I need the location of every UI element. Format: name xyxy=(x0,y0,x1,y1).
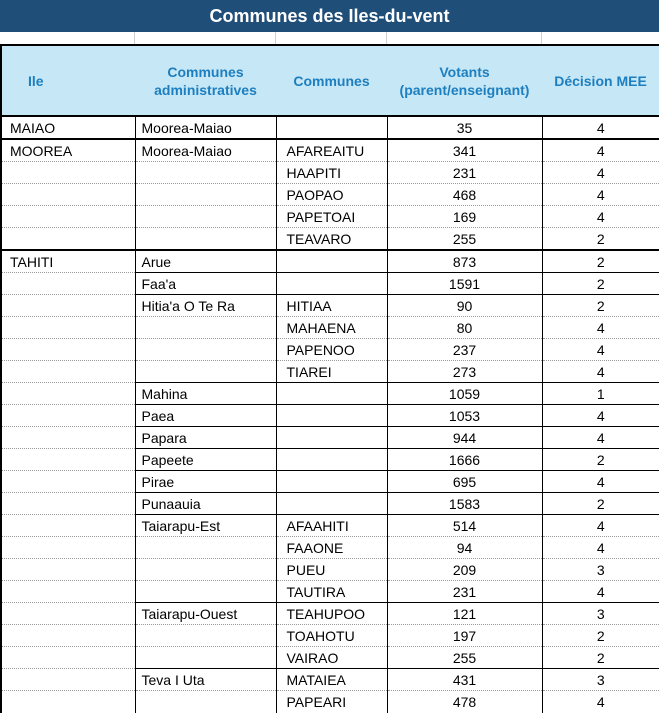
cell-votants: 431 xyxy=(387,669,542,691)
table-row xyxy=(1,625,659,647)
cell-votants: 169 xyxy=(387,206,542,228)
cell-commune-administrative xyxy=(135,691,276,713)
cell-commune-administrative: Papara xyxy=(135,427,276,449)
table-row xyxy=(1,603,659,625)
cell-commune xyxy=(276,116,387,139)
cell-ile xyxy=(1,162,135,184)
cell-ile xyxy=(1,669,135,691)
table-row xyxy=(1,449,659,471)
cell-decision: 4 xyxy=(542,427,659,449)
cell-ile xyxy=(1,427,135,449)
table-row xyxy=(1,471,659,493)
cell-decision: 2 xyxy=(542,493,659,515)
cell-ile: TAHITI xyxy=(1,250,135,273)
cell-commune-administrative: Pirae xyxy=(135,471,276,493)
cell-decision: 2 xyxy=(542,250,659,273)
cell-ile xyxy=(1,581,135,603)
table-row xyxy=(1,162,659,184)
cell-commune-administrative: Mahina xyxy=(135,383,276,405)
cell-ile xyxy=(1,317,135,339)
header-votants-line2: (parent/enseignant) xyxy=(399,81,530,98)
table-row xyxy=(1,250,659,273)
cell-commune-administrative xyxy=(135,206,276,228)
cell-commune xyxy=(276,383,387,405)
cell-decision: 3 xyxy=(542,603,659,625)
table-row xyxy=(1,427,659,449)
table-row xyxy=(1,184,659,206)
cell-commune: MATAIEA xyxy=(276,669,387,691)
cell-commune-administrative xyxy=(135,228,276,251)
header-decision: Décision MEE xyxy=(542,45,659,116)
cell-ile xyxy=(1,647,135,669)
table-body xyxy=(1,116,659,713)
cell-votants: 90 xyxy=(387,295,542,317)
cell-votants: 514 xyxy=(387,515,542,537)
cell-votants: 273 xyxy=(387,361,542,383)
cell-commune: AFAREAITU xyxy=(276,139,387,162)
cell-votants: 197 xyxy=(387,625,542,647)
cell-commune: PAPETOAI xyxy=(276,206,387,228)
cell-ile xyxy=(1,339,135,361)
spacer-cell xyxy=(386,32,542,44)
cell-ile xyxy=(1,515,135,537)
cell-decision: 4 xyxy=(542,361,659,383)
table-row xyxy=(1,493,659,515)
table-row xyxy=(1,581,659,603)
header-communes: Communes xyxy=(276,45,387,116)
cell-ile xyxy=(1,206,135,228)
cell-commune xyxy=(276,427,387,449)
cell-commune: VAIRAO xyxy=(276,647,387,669)
cell-decision: 2 xyxy=(542,295,659,317)
cell-votants: 255 xyxy=(387,228,542,251)
cell-commune: AFAAHITI xyxy=(276,515,387,537)
cell-commune: PAPEARI xyxy=(276,691,387,713)
cell-votants: 1666 xyxy=(387,449,542,471)
cell-votants: 873 xyxy=(387,250,542,273)
cell-commune: PAPENOO xyxy=(276,339,387,361)
cell-commune: FAAONE xyxy=(276,537,387,559)
cell-commune: MAHAENA xyxy=(276,317,387,339)
cell-commune: HAAPITI xyxy=(276,162,387,184)
cell-ile xyxy=(1,625,135,647)
cell-decision: 4 xyxy=(542,162,659,184)
cell-commune-administrative: Faa'a xyxy=(135,273,276,295)
cell-ile xyxy=(1,493,135,515)
cell-commune: TOAHOTU xyxy=(276,625,387,647)
cell-votants: 231 xyxy=(387,162,542,184)
cell-ile xyxy=(1,228,135,251)
cell-commune-administrative: Papeete xyxy=(135,449,276,471)
cell-commune-administrative xyxy=(135,647,276,669)
cell-commune xyxy=(276,471,387,493)
cell-votants: 1591 xyxy=(387,273,542,295)
header-votants-line1: Votants xyxy=(439,63,490,80)
cell-commune-administrative: Teva I Uta xyxy=(135,669,276,691)
cell-commune-administrative: Taiarapu-Ouest xyxy=(135,603,276,625)
cell-votants: 1053 xyxy=(387,405,542,427)
cell-commune xyxy=(276,493,387,515)
table-row xyxy=(1,317,659,339)
table-row xyxy=(1,116,659,139)
header-row xyxy=(1,45,659,116)
cell-commune-administrative: Taiarapu-Est xyxy=(135,515,276,537)
cell-decision: 4 xyxy=(542,317,659,339)
table-row xyxy=(1,295,659,317)
cell-decision: 4 xyxy=(542,581,659,603)
table-row xyxy=(1,139,659,162)
cell-ile xyxy=(1,559,135,581)
cell-ile xyxy=(1,537,135,559)
cell-commune-administrative: Punaauia xyxy=(135,493,276,515)
cell-commune-administrative xyxy=(135,361,276,383)
cell-ile xyxy=(1,295,135,317)
cell-commune xyxy=(276,405,387,427)
cell-ile xyxy=(1,471,135,493)
table-row xyxy=(1,537,659,559)
cell-ile xyxy=(1,603,135,625)
cell-commune xyxy=(276,250,387,273)
cell-decision: 3 xyxy=(542,669,659,691)
cell-decision: 4 xyxy=(542,184,659,206)
cell-commune-administrative: Hitia'a O Te Ra xyxy=(135,295,276,317)
cell-votants: 35 xyxy=(387,116,542,139)
cell-votants: 80 xyxy=(387,317,542,339)
cell-decision: 2 xyxy=(542,228,659,251)
cell-votants: 237 xyxy=(387,339,542,361)
cell-votants: 1583 xyxy=(387,493,542,515)
spacer-cell xyxy=(0,32,135,44)
table-row xyxy=(1,515,659,537)
cell-votants: 478 xyxy=(387,691,542,713)
header-ile: Ile xyxy=(1,45,135,116)
header-communes-administratives xyxy=(135,45,276,116)
cell-ile xyxy=(1,383,135,405)
cell-commune: TAUTIRA xyxy=(276,581,387,603)
cell-decision: 4 xyxy=(542,139,659,162)
cell-commune-administrative xyxy=(135,537,276,559)
cell-commune: PUEU xyxy=(276,559,387,581)
cell-votants: 1059 xyxy=(387,383,542,405)
cell-ile xyxy=(1,361,135,383)
table-row xyxy=(1,405,659,427)
cell-votants: 468 xyxy=(387,184,542,206)
table-row xyxy=(1,273,659,295)
cell-decision: 4 xyxy=(542,405,659,427)
cell-commune xyxy=(276,449,387,471)
cell-commune: TEAVARO xyxy=(276,228,387,251)
cell-decision: 2 xyxy=(542,449,659,471)
cell-decision: 4 xyxy=(542,206,659,228)
cell-votants: 695 xyxy=(387,471,542,493)
table-title: Communes des Iles-du-vent xyxy=(0,0,659,32)
header-votants xyxy=(387,45,542,116)
cell-votants: 121 xyxy=(387,603,542,625)
cell-votants: 209 xyxy=(387,559,542,581)
cell-commune-administrative xyxy=(135,559,276,581)
header-admin-line2: administratives xyxy=(154,81,257,98)
cell-votants: 94 xyxy=(387,537,542,559)
header-admin-line1: Communes xyxy=(167,63,244,80)
table-row xyxy=(1,339,659,361)
cell-decision: 4 xyxy=(542,471,659,493)
communes-table xyxy=(0,44,659,713)
cell-ile xyxy=(1,405,135,427)
cell-ile: MAIAO xyxy=(1,116,135,139)
table-row xyxy=(1,228,659,251)
cell-commune: PAOPAO xyxy=(276,184,387,206)
cell-decision: 4 xyxy=(542,339,659,361)
cell-commune xyxy=(276,273,387,295)
cell-votants: 341 xyxy=(387,139,542,162)
cell-commune-administrative xyxy=(135,625,276,647)
cell-ile xyxy=(1,691,135,713)
cell-commune-administrative xyxy=(135,339,276,361)
cell-decision: 4 xyxy=(542,116,659,139)
cell-commune-administrative xyxy=(135,581,276,603)
spacer-cell xyxy=(275,32,387,44)
cell-commune: TIAREI xyxy=(276,361,387,383)
cell-votants: 231 xyxy=(387,581,542,603)
cell-commune-administrative xyxy=(135,184,276,206)
cell-ile: MOOREA xyxy=(1,139,135,162)
table-row xyxy=(1,206,659,228)
table-row xyxy=(1,361,659,383)
table-row xyxy=(1,669,659,691)
cell-decision: 2 xyxy=(542,625,659,647)
cell-commune-administrative xyxy=(135,317,276,339)
cell-commune-administrative: Moorea-Maiao xyxy=(135,139,276,162)
table-row xyxy=(1,383,659,405)
cell-ile xyxy=(1,273,135,295)
cell-commune: HITIAA xyxy=(276,295,387,317)
table-row xyxy=(1,647,659,669)
cell-commune-administrative: Paea xyxy=(135,405,276,427)
spacer-cell xyxy=(134,32,276,44)
cell-decision: 1 xyxy=(542,383,659,405)
cell-commune: TEAHUPOO xyxy=(276,603,387,625)
cell-decision: 4 xyxy=(542,537,659,559)
cell-commune-administrative: Arue xyxy=(135,250,276,273)
cell-decision: 3 xyxy=(542,559,659,581)
cell-commune-administrative: Moorea-Maiao xyxy=(135,116,276,139)
cell-commune-administrative xyxy=(135,162,276,184)
cell-ile xyxy=(1,184,135,206)
cell-decision: 4 xyxy=(542,691,659,713)
cell-votants: 944 xyxy=(387,427,542,449)
table-row xyxy=(1,691,659,713)
cell-decision: 4 xyxy=(542,515,659,537)
cell-ile xyxy=(1,449,135,471)
cell-decision: 2 xyxy=(542,647,659,669)
table-row xyxy=(1,559,659,581)
cell-decision: 2 xyxy=(542,273,659,295)
cell-votants: 255 xyxy=(387,647,542,669)
